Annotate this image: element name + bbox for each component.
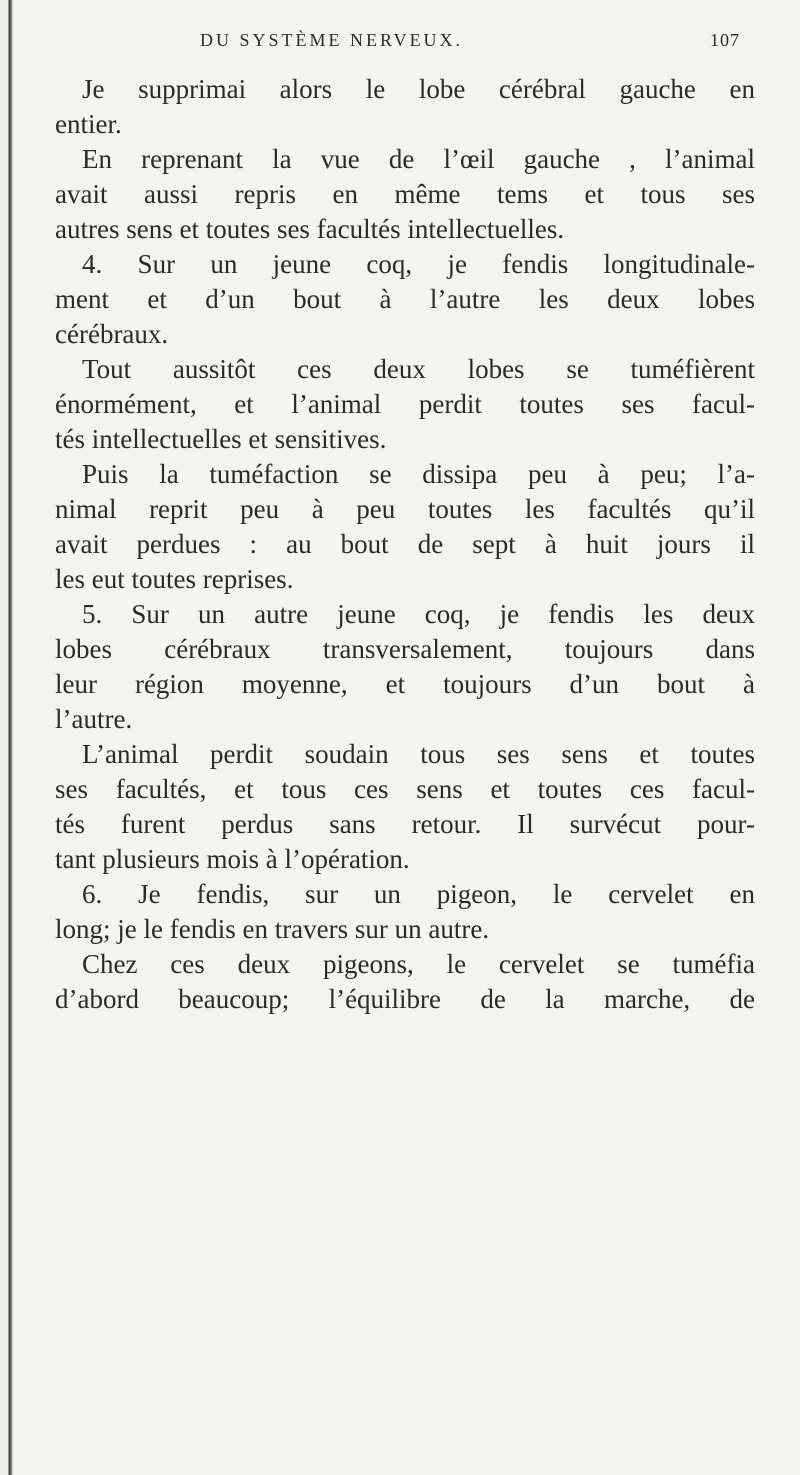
text-line: les eut toutes reprises.	[55, 564, 294, 594]
text-line: tant plusieurs mois à l’opération.	[55, 844, 410, 874]
text-line: tés intellectuelles et sensitives.	[55, 424, 387, 454]
page-header	[180, 30, 740, 60]
text-line: Chez ces deux pigeons, le cervelet se tuméfia	[82, 949, 755, 979]
text-line: d’abord beaucoup; l’équilibre de la marche, de	[55, 984, 755, 1014]
text-line: énormément, et l’animal perdit toutes ses facul-	[55, 389, 755, 419]
text-line: 6. Je fendis, sur un pigeon, le cervelet en	[82, 879, 755, 909]
text-line: ment et d’un bout à l’autre les deux lobes	[55, 284, 755, 314]
text-line: nimal reprit peu à peu toutes les facultés qu’il	[55, 494, 755, 524]
page-gutter-edge	[0, 0, 14, 1475]
text-line: ses facultés, et tous ces sens et toutes ces facul-	[55, 774, 755, 804]
text-line: 5. Sur un autre jeune coq, je fendis les deux	[82, 599, 755, 629]
running-title: DU SYSTÈME NERVEUX.	[200, 30, 464, 50]
page-number: 107	[710, 30, 740, 50]
text-line: Je supprimai alors le lobe cérébral gauche en	[82, 74, 755, 104]
text-line: En reprenant la vue de l’œil gauche , l’animal	[82, 144, 755, 174]
text-line: leur région moyenne, et toujours d’un bout à	[55, 669, 755, 699]
text-line: Tout aussitôt ces deux lobes se tuméfièrent	[82, 354, 755, 384]
text-line: avait aussi repris en même tems et tous ses	[55, 179, 755, 209]
text-line: L’animal perdit soudain tous ses sens et toutes	[82, 739, 755, 769]
text-line: Puis la tuméfaction se dissipa peu à peu; l’a-	[82, 459, 755, 489]
text-line: autres sens et toutes ses facultés intellectuelles.	[55, 214, 565, 244]
text-line: tés furent perdus sans retour. Il survécut pour-	[55, 809, 755, 839]
text-line: 4. Sur un jeune coq, je fendis longitudinale-	[82, 249, 755, 279]
text-line: long; je le fendis en travers sur un autre.	[55, 914, 490, 944]
text-line: cérébraux.	[55, 319, 169, 349]
text-line: entier.	[55, 109, 122, 139]
text-line: l’autre.	[55, 704, 133, 734]
text-line: avait perdues : au bout de sept à huit jours il	[55, 529, 755, 559]
body-text	[55, 72, 755, 1017]
text-line: lobes cérébraux transversalement, toujours dans	[55, 634, 755, 664]
